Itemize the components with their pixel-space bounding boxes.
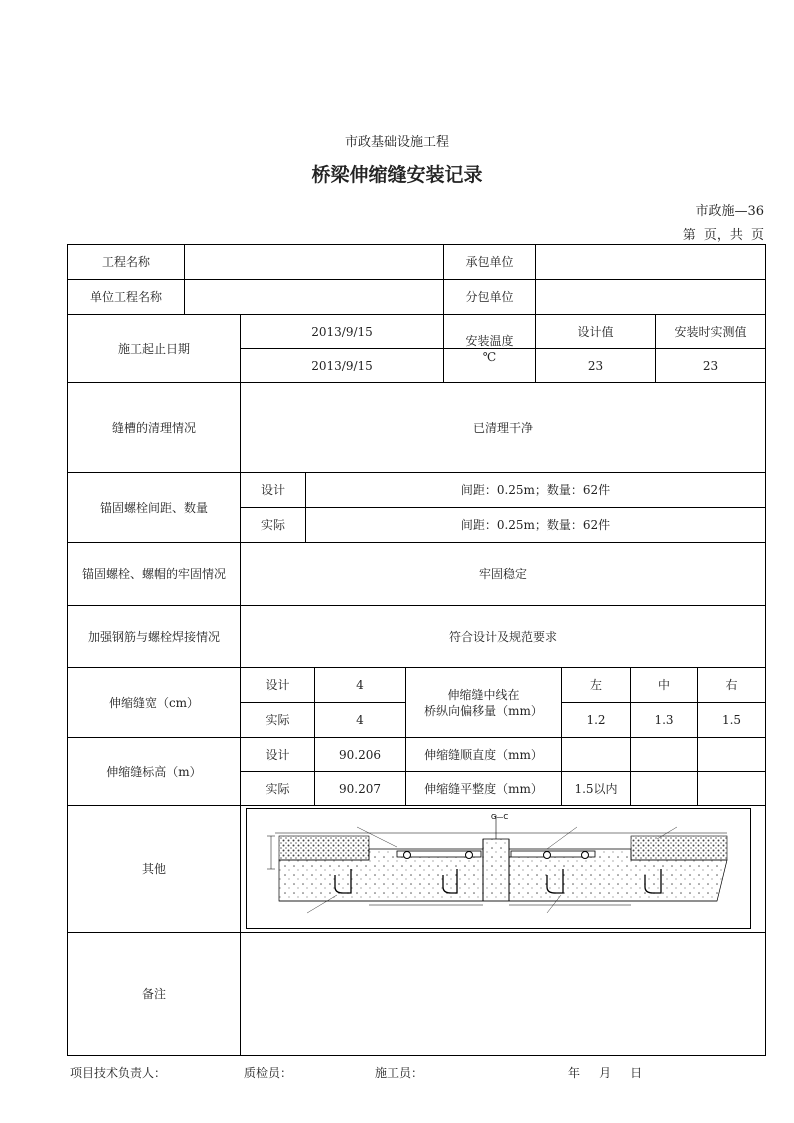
install-temp-text: 安装温度 bbox=[465, 333, 514, 348]
offset-right-label: 右 bbox=[725, 678, 738, 692]
elev-design-value[interactable]: 90.206 bbox=[339, 747, 381, 762]
subcontractor-value[interactable] bbox=[536, 280, 765, 314]
elev-design-label: 设计 bbox=[265, 747, 290, 762]
start-date[interactable]: 2013/9/15 bbox=[311, 324, 373, 339]
flatness-label: 伸缩缝平整度（mm） bbox=[424, 781, 543, 796]
straightness-label: 伸缩缝顺直度（mm） bbox=[424, 747, 543, 762]
design-temp-value[interactable]: 23 bbox=[587, 358, 604, 373]
project-name-value[interactable] bbox=[185, 245, 443, 279]
subcontractor-label: 分包单位 bbox=[465, 290, 514, 304]
page-info: 第 页，共 页 bbox=[682, 228, 764, 243]
weld-value[interactable]: 符合设计及规范要求 bbox=[448, 629, 557, 644]
offset-label-line1: 伸缩缝中线在 bbox=[447, 687, 520, 702]
document-subtitle: 市政基础设施工程 bbox=[344, 135, 449, 150]
svg-text:G—C: G—C bbox=[491, 813, 509, 821]
end-date[interactable]: 2013/9/15 bbox=[311, 358, 373, 373]
joint-section-drawing bbox=[247, 809, 750, 928]
tech-lead-label: 项目技术负责人： bbox=[70, 1066, 167, 1080]
groove-label: 缝槽的清理情况 bbox=[111, 420, 196, 435]
width-actual-label: 实际 bbox=[265, 713, 290, 727]
elevation-label: 伸缩缝标高（m） bbox=[106, 764, 202, 779]
flatness-value[interactable]: 1.5以内 bbox=[574, 781, 618, 796]
offset-left-value[interactable]: 1.2 bbox=[586, 713, 606, 727]
elev-actual-value[interactable]: 90.207 bbox=[339, 781, 381, 796]
bolt-actual-label: 实际 bbox=[260, 518, 285, 532]
bolt-design-label: 设计 bbox=[260, 483, 285, 497]
inspector-label: 质检员： bbox=[244, 1066, 293, 1080]
form-number: 市政施—36 bbox=[695, 204, 764, 219]
remark-label: 备注 bbox=[141, 987, 166, 1001]
date-label: 施工起止日期 bbox=[117, 341, 190, 356]
measured-temp-value[interactable]: 23 bbox=[702, 358, 719, 373]
bolt-firm-label: 锚固螺栓、螺帽的牢固情况 bbox=[81, 567, 226, 581]
bolt-design-value[interactable]: 间距：0.25m；数量：62件 bbox=[460, 483, 611, 497]
unit-project-label: 单位工程名称 bbox=[89, 290, 162, 304]
install-temp-label bbox=[444, 315, 535, 382]
contractor-value[interactable] bbox=[536, 245, 765, 279]
joint-width-label: 伸缩缝宽（cm） bbox=[108, 695, 200, 710]
design-value-label: 设计值 bbox=[577, 324, 614, 339]
straightness-value[interactable] bbox=[562, 738, 630, 771]
bolt-firm-value[interactable]: 牢固稳定 bbox=[478, 567, 527, 581]
measured-value-label: 安装时实测值 bbox=[674, 324, 747, 339]
signature-footer bbox=[70, 1064, 770, 1082]
project-name-label: 工程名称 bbox=[101, 255, 150, 269]
offset-mid-value[interactable]: 1.3 bbox=[654, 713, 674, 727]
weld-label: 加强钢筋与螺栓焊接情况 bbox=[87, 629, 220, 644]
width-actual-value[interactable]: 4 bbox=[356, 713, 364, 727]
sign-date: 年 月 日 bbox=[568, 1066, 643, 1080]
offset-label-line2: 桥纵向偏移量（mm） bbox=[424, 703, 543, 718]
width-design-value[interactable]: 4 bbox=[356, 678, 364, 692]
install-temp-unit: ℃ bbox=[482, 349, 497, 364]
bolt-spacing-label: 锚固螺栓间距、数量 bbox=[99, 500, 208, 515]
offset-mid-label: 中 bbox=[657, 678, 670, 692]
contractor-label: 承包单位 bbox=[465, 255, 514, 269]
remark-value[interactable] bbox=[241, 933, 765, 1055]
other-label: 其他 bbox=[141, 862, 166, 876]
offset-left-label: 左 bbox=[589, 678, 602, 692]
width-design-label: 设计 bbox=[265, 678, 290, 692]
unit-project-value[interactable] bbox=[185, 280, 443, 314]
worker-label: 施工员： bbox=[375, 1066, 424, 1080]
groove-value[interactable]: 已清理干净 bbox=[472, 420, 533, 435]
bolt-actual-value[interactable]: 间距：0.25m；数量：62件 bbox=[460, 518, 611, 532]
expansion-joint-diagram bbox=[246, 808, 751, 929]
elev-actual-label: 实际 bbox=[265, 781, 290, 796]
document-title: 桥梁伸缩缝安装记录 bbox=[311, 164, 483, 186]
offset-right-value[interactable]: 1.5 bbox=[721, 713, 742, 727]
offset-label bbox=[406, 668, 561, 737]
